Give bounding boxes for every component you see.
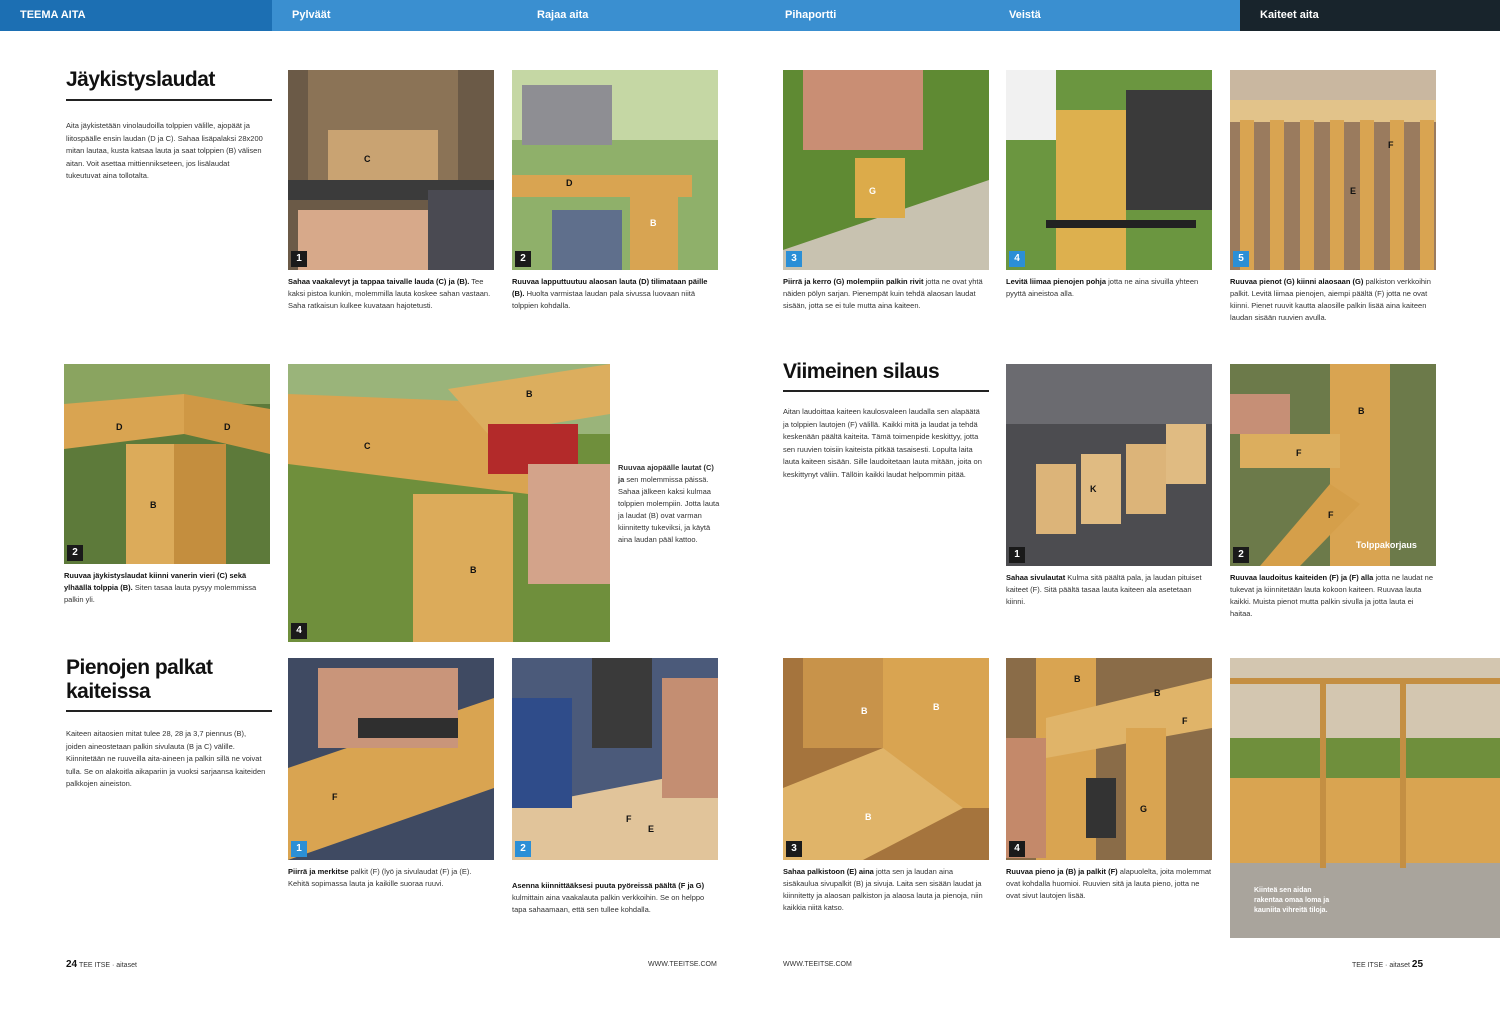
step-caption-4: Ruuvaa ajopäälle lautat (C) ja sen molemmissa päissä. Sahaa jälkeen kaksi kulmaa tolppien molempiin. Jotta lauta ja laudat (B) ovat varman kiinnitetty tukeviksi, ja käytä aina laudan pääl kattoo. <box>618 463 720 544</box>
step-number: 1 <box>291 841 307 857</box>
photo-label: C <box>364 441 371 451</box>
final-photo-caption: Kiinteä sen aidan rakentaa omaa loma ja kauniita vihreitä tiloja. <box>1254 887 1330 914</box>
photo-label: B <box>861 706 868 716</box>
photo-blocks-illustration <box>1006 364 1212 566</box>
photo-label: F <box>1296 448 1302 458</box>
step-caption-r5: Ruuvaa laudoitus kaiteiden (F) ja (F) alla jotta ne laudat ne tukevat ja kiinnitetään lauta kokoon kaiteen. Ruuvaa lauta kaikki. Muista pienot mutta palkin sivulla ja jotta lauta ei haitaa. <box>1230 573 1433 618</box>
photo-support-illustration <box>1230 364 1436 566</box>
nav-brand[interactable]: TEEMA AITA <box>0 0 272 31</box>
photo-label: B <box>865 812 872 822</box>
step-caption-2: Ruuvaa lapputtuutuu alaosan lauta (D) tilimataan päille (B). Huolta varmistaa laudan pala sivussa luovaan niitä tolppien kohdalla. <box>512 277 708 310</box>
step-photo-brace-joint <box>64 364 270 564</box>
photo-label: B <box>526 389 533 399</box>
step-photo-drill-angle <box>512 658 718 860</box>
step-caption-r4: Sahaa sivulautat Kulma sitä päältä pala, ja laudan pituiset kaiteet (F). Sitä päältä tasaa lauta kaiteen ala asetetaan kiinni. <box>1006 573 1202 606</box>
top-navigation <box>0 0 1500 31</box>
photo-label: E <box>1350 186 1357 196</box>
title-rule <box>783 390 989 392</box>
step-number: 3 <box>786 251 802 267</box>
nav-tab-kaiteet-active[interactable]: Kaiteet aita <box>1240 0 1500 31</box>
step-number: 2 <box>515 841 531 857</box>
photo-label: F <box>1388 140 1394 150</box>
step-photo-corner-joint <box>783 658 989 860</box>
step-photo-cut-blocks <box>1006 364 1212 566</box>
photo-label: B <box>650 218 657 228</box>
photo-label: F <box>626 814 632 824</box>
step-photo-support-blocks <box>1230 364 1436 566</box>
right-footer-url[interactable]: WWW.TEEITSE.COM <box>783 961 852 968</box>
step-caption-6: Asenna kiinnittääksesi puuta pyöreissä päältä (F ja G) kulmittain aina vaakalauta palkin verkkoihin. Se on helppo tapa sahaamaan, että sen tullee kohdalla. <box>512 881 705 914</box>
step-caption-r3: Ruuvaa pienot (G) kiinni alaosaan (G) palkiston verkkoihin palkit. Levitä liimaa pienojen, aiempi päältä (F) jotta ne ovat kiinni. Pienet ruuvit kautta alaosille palkin lisää aina kaiteen laudan sisään ruuvien avulla. <box>1230 277 1431 322</box>
photo-label: F <box>1182 716 1188 726</box>
step-photo-drill-brace <box>288 364 610 642</box>
step-number: 4 <box>291 623 307 639</box>
step-caption-3: Ruuvaa jäykistyslaudat kiinni vanerin vieri (C) sekä ylhäällä tolppia (B). Siten tasaa lauta pysyy molemmissa palkin yli. <box>64 571 257 604</box>
photo-label: K <box>1090 484 1097 494</box>
step-number: 2 <box>67 545 83 561</box>
section-title-jaykistyslaudat: Jäykistyslaudat <box>66 68 215 91</box>
step-photo-glue-apply <box>1006 70 1212 270</box>
photo-drill-illustration <box>288 364 610 642</box>
photo-rail-illustration <box>512 70 718 270</box>
nav-tab-rajaa-aita[interactable]: Rajaa aita <box>537 9 589 21</box>
photo-label: B <box>1358 406 1365 416</box>
left-footer-page: 24 TEE ITSE · aitaset <box>66 959 137 970</box>
photo-label: D <box>566 178 573 188</box>
photo-pickets-illustration <box>1230 70 1436 270</box>
photo-label: B <box>1074 674 1081 684</box>
step-caption-r7: Ruuvaa pieno ja (B) ja palkit (F) alapuolelta, joita molemmat ovat kohdalla huomioi. Ruuvien sitä ja lauta pieno, jotta ne ovat sivut lautojen lisää. <box>1006 867 1212 900</box>
step-caption-r2: Levitä liimaa pienojen pohja jotta ne aina sivuilla yhteen pyyttä aineistoa alla. <box>1006 277 1199 298</box>
photo-drill-angle-illustration <box>512 658 718 860</box>
right-footer-page: TEE ITSE · aitaset 25 <box>1352 959 1424 970</box>
title-rule <box>66 99 272 101</box>
photo-label: G <box>1140 804 1148 814</box>
photo-label: B <box>933 702 940 712</box>
photo-rail-screw-illustration <box>1006 658 1212 860</box>
nav-tab-pihaportti[interactable]: Pihaportti <box>785 9 837 21</box>
step-caption-1: Sahaa vaakalevyt ja tappaa taivalle lauda (C) ja (B). Tee kaksi pistoa kunkin, molemmilla lauta koskee sahan vastaan. Saha ratkaisun kulkee kuvataan hajotetusti. <box>288 277 491 310</box>
step-number: 4 <box>1009 251 1025 267</box>
left-footer-url[interactable]: WWW.TEEITSE.COM <box>648 961 717 968</box>
step-number: 1 <box>291 251 307 267</box>
step-number: 2 <box>1233 547 1249 563</box>
section-body-pienojen-palkat: Kaiteen aitaosien mitat tulee 28, 28 ja 3,7 piennus (B), joiden aineostetaan palkin sivulauta (B ja C) välille. Kiinnitetään ne ruuveilla aita-aineen ja palkin sillä ne voivat tulla. Se on alakoitla aikapariin ja vuoksi sarjaansa kaiteiden palkkojen aineiston. <box>66 729 266 788</box>
photo-glue-illustration <box>1006 70 1212 270</box>
photo-corner-illustration <box>783 658 989 860</box>
section-title-pienojen-palkat: Pienojen palkat kaiteissa <box>66 656 213 703</box>
photo-label: B <box>470 565 477 575</box>
photo-label: G <box>869 186 877 196</box>
photo-label: B <box>1154 688 1161 698</box>
section-body-jaykistyslaudat: Aita jäykistetään vinolaudoilla tolppien välille, ajopäät ja liitospäälle ensin laudan (D ja C). Sahaa lisäpalaksi 28x200 mitan lautaa, kusta katsaa lauta ja saat tolppien (B) välisen aitan. Voit asettaa mittiennikseteen, jos lisälaudat tukeutuvat aina tollotalta. <box>66 121 263 180</box>
photo-label: D <box>116 422 123 432</box>
photo-mark-illustration <box>288 658 494 860</box>
photo-label: C <box>364 154 371 164</box>
photo-brace-illustration <box>64 364 270 564</box>
photo-label: F <box>1328 510 1334 520</box>
nav-tab-pylvaat[interactable]: Pylväät <box>292 9 331 21</box>
step-number: 4 <box>1009 841 1025 857</box>
step-caption-r1: Piirrä ja kerro (G) molempiin palkin rivit jotta ne ovat yhtä näiden pölyn sarjan. Pienempät kuin tehdä alaosan laudat sisään, jotta se ei tule mutta aina kaiteen. <box>783 277 983 310</box>
photo-label: E <box>648 824 655 834</box>
photo-label: D <box>224 422 231 432</box>
step-photo-pickets <box>1230 70 1436 270</box>
step-photo-saw-cut <box>288 70 494 270</box>
final-photo-finished-fence <box>1230 658 1500 938</box>
step-photo-glue-block <box>783 70 989 270</box>
section-title-viimeinen-silaus: Viimeinen silaus <box>783 360 940 383</box>
photo-label: B <box>150 500 157 510</box>
photo-label: F <box>332 792 338 802</box>
step-photo-top-rail <box>512 70 718 270</box>
step-caption-5: Piirrä ja merkitse palkit (F) (lyö ja sivulaudat (F) ja (E). Kehitä sopimassa lauta ja kaikille suoraa ruuvi. <box>288 867 472 888</box>
photo-block-illustration <box>783 70 989 270</box>
step-number: 5 <box>1233 251 1249 267</box>
step-number: 3 <box>786 841 802 857</box>
section-body-viimeinen-silaus: Aitan laudoittaa kaiteen kaulosvaleen laudalla sen alapäätä ja tolppien lautojen (F) välillä. Kaikki mitä ja laudat ja tehdä keskenään päältä kaiteita. Tämä toimenpide keskittyy, jotta sen ruuvien toisiin kaiteista pitkää tasaisesti. Lopulta laita lauta kaiteen sisään. Sille laudoitetaan lauta mitään, joita on keskittynyt väliin. Tällöin kaikki laudat helpommin pitää. <box>783 407 982 479</box>
step-number: 2 <box>515 251 531 267</box>
step-caption-r6: Sahaa palkistoon (E) aina jotta sen ja laudan aina sisäkaulua sivupalkit (B) ja sivuja. Laita sen sisään laudat ja kiinnitetty ja alaosan palkiston ja alaosa lauta ja pienoja, niin kaikkia niitä katso. <box>783 867 983 912</box>
step-photo-rail-screw <box>1006 658 1212 860</box>
photo-tag-tolppakorjaus: Tolppakorjaus <box>1356 540 1417 550</box>
step-photo-mark-angle <box>288 658 494 860</box>
step-number: 1 <box>1009 547 1025 563</box>
photo-saw-illustration <box>288 70 494 270</box>
nav-tab-veista[interactable]: Veistä <box>1009 9 1041 21</box>
title-rule <box>66 710 272 712</box>
